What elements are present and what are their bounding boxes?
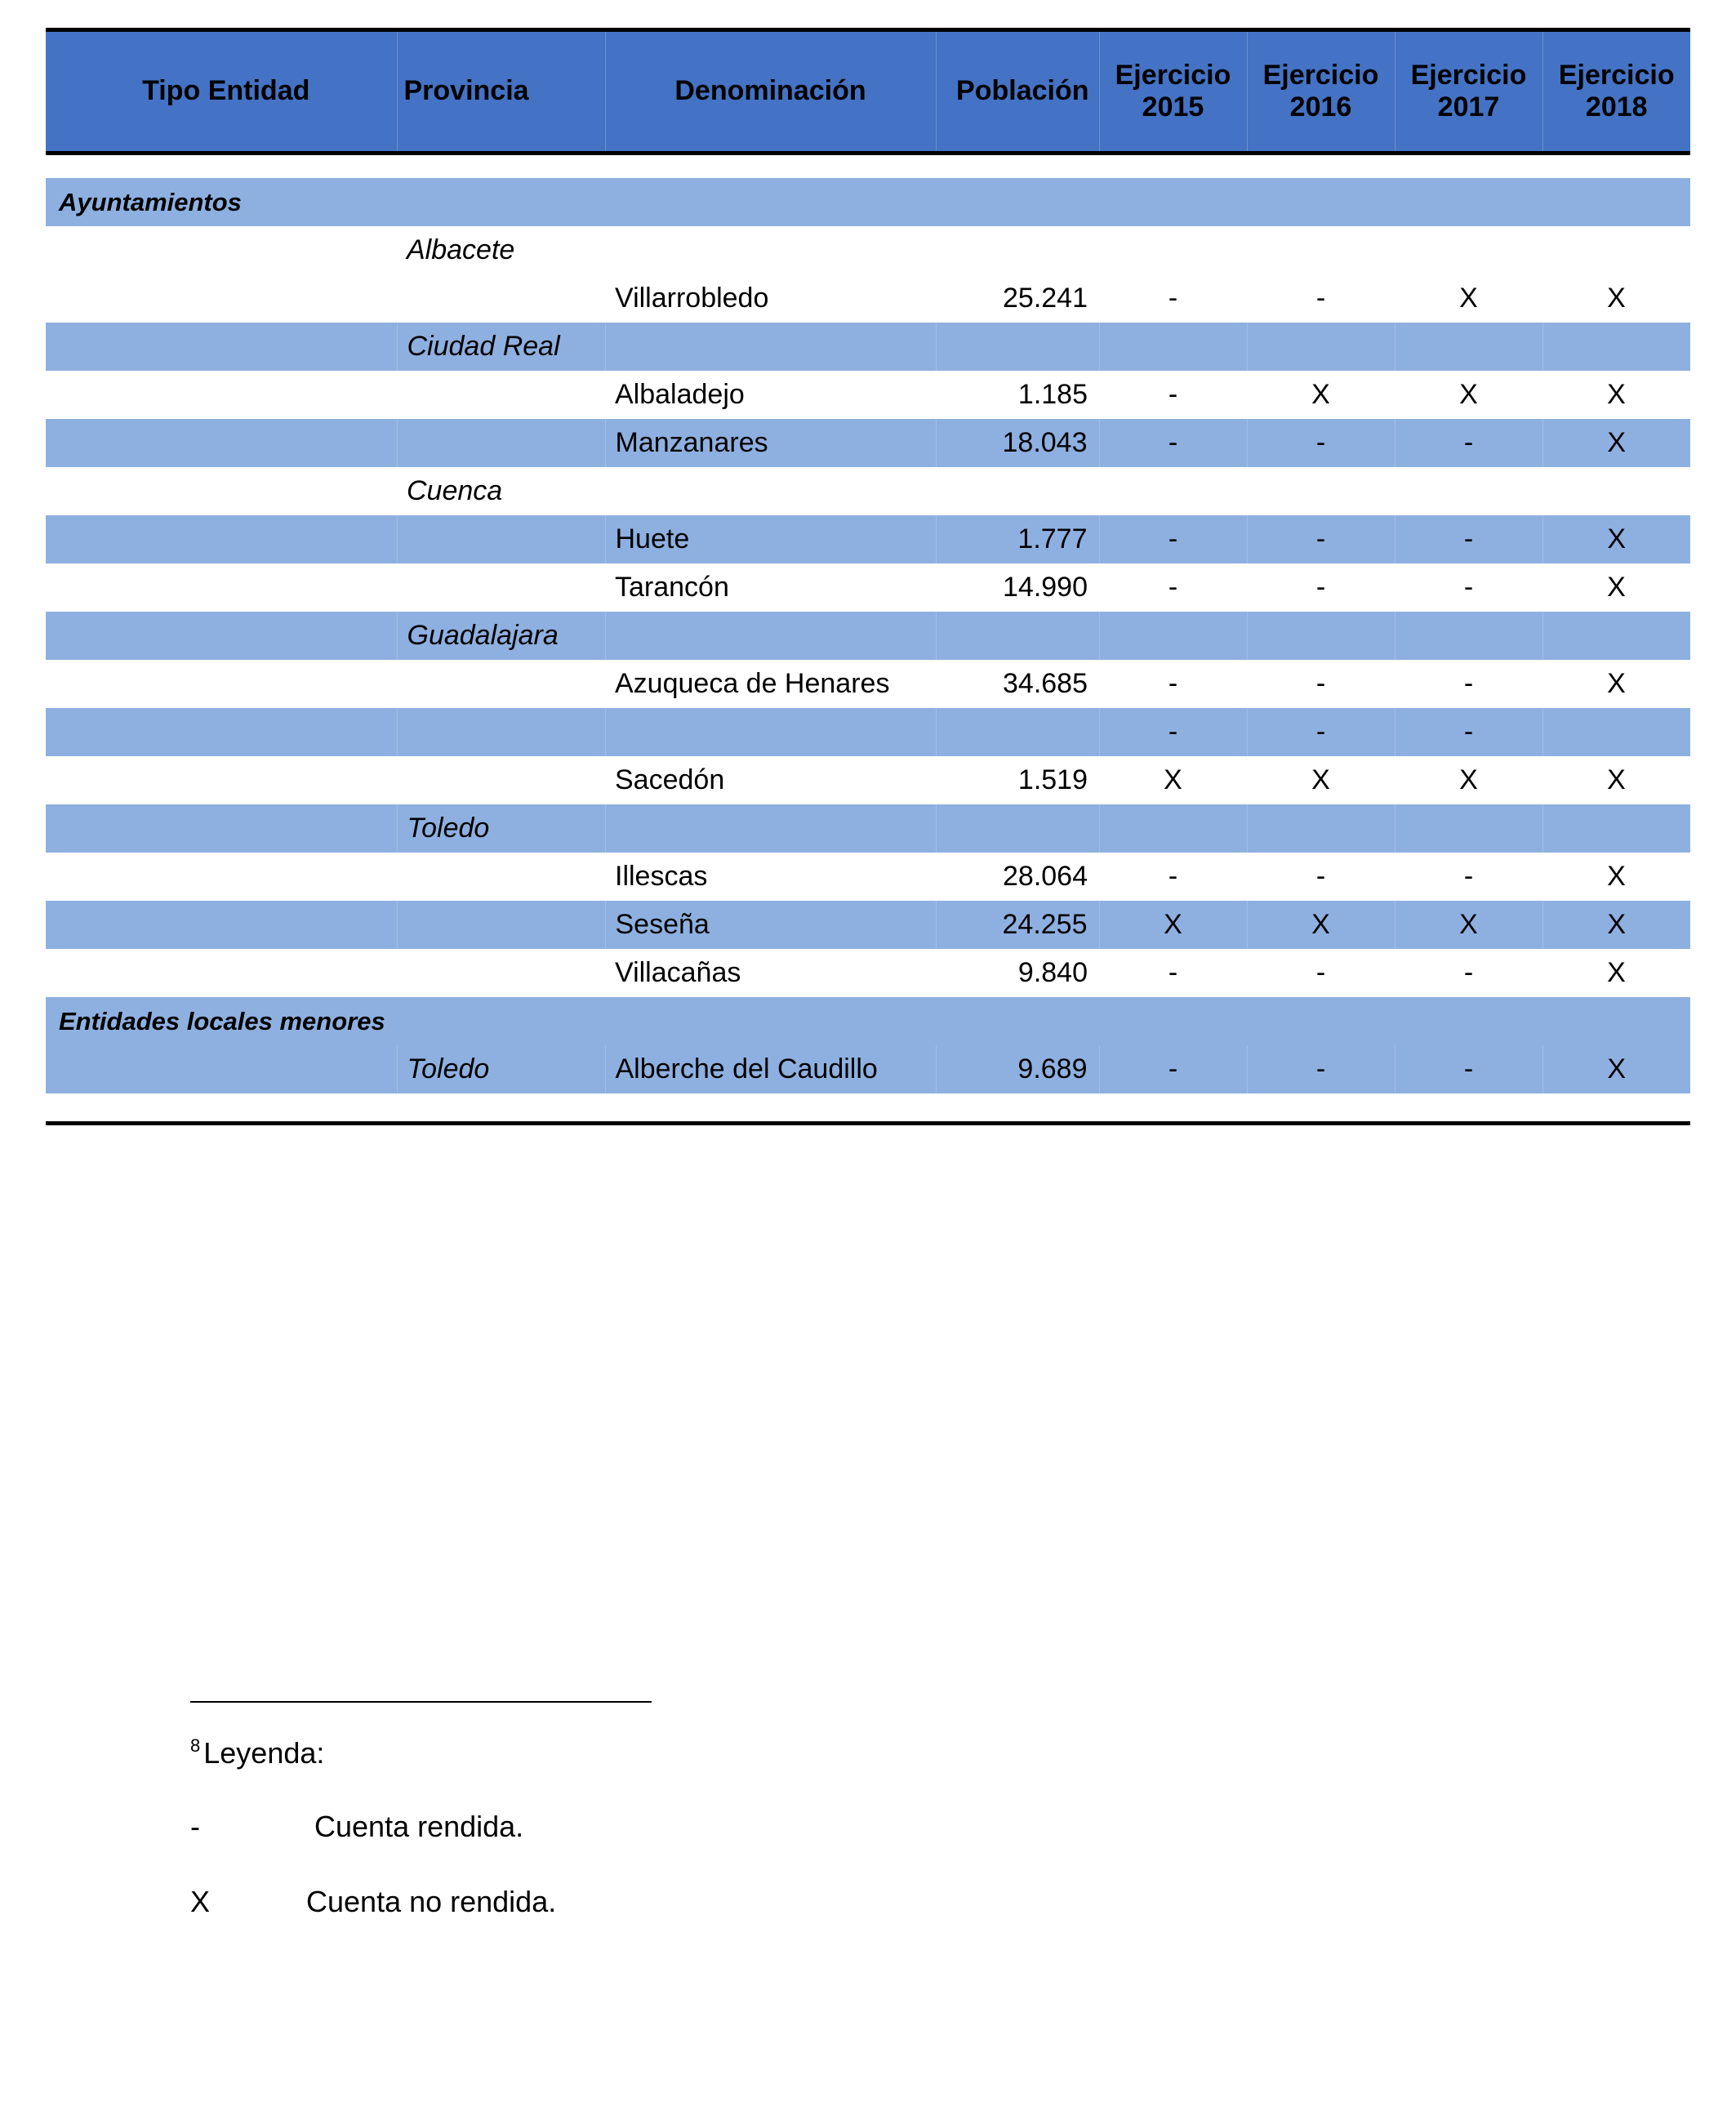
cell-ejercicio-2018: X (1542, 949, 1690, 997)
province-label: Cuenca (397, 467, 605, 515)
cell-ejercicio-2017: X (1395, 274, 1542, 323)
cell-denominacion (605, 708, 936, 756)
table-bottom-rule (46, 1093, 1690, 1124)
legend-symbol: X (190, 1885, 211, 1918)
cell-empty (605, 323, 936, 371)
table-row (46, 901, 1690, 949)
cell-poblacion: 1.519 (936, 756, 1099, 804)
cell-tipo (46, 419, 397, 467)
header-denominacion: Denominación (605, 30, 936, 154)
cell-denominacion: Illescas (605, 853, 936, 901)
cell-poblacion: 9.840 (936, 949, 1099, 997)
cell-ejercicio-2018: X (1542, 371, 1690, 419)
cell-ejercicio-2018: X (1542, 901, 1690, 949)
cell-empty (936, 323, 1099, 371)
cell-ejercicio-2015: - (1099, 708, 1247, 756)
legend-text: Cuenta rendida. (314, 1810, 524, 1843)
cell-empty (1542, 804, 1690, 853)
header-ejercicio-2017: Ejercicio 2017 (1395, 30, 1542, 154)
cell-empty (1247, 612, 1395, 660)
cell-poblacion (936, 708, 1099, 756)
cell-tipo (46, 756, 397, 804)
cell-ejercicio-2017: X (1395, 901, 1542, 949)
cell-denominacion: Albaladejo (605, 371, 936, 419)
cell-ejercicio-2015: X (1099, 756, 1247, 804)
cell-empty (1542, 226, 1690, 274)
entity-type-label: Ayuntamientos (46, 178, 1690, 226)
cell-poblacion: 9.689 (936, 1045, 1099, 1093)
cell-tipo (46, 612, 397, 660)
table-row (46, 1045, 1690, 1093)
cell-poblacion: 14.990 (936, 563, 1099, 612)
cell-ejercicio-2017: - (1395, 660, 1542, 708)
province-label (397, 515, 605, 563)
cell-poblacion: 18.043 (936, 419, 1099, 467)
legend-symbol: - (190, 1810, 200, 1843)
cell-empty (1395, 612, 1542, 660)
cell-ejercicio-2017: - (1395, 419, 1542, 467)
legend-row (190, 1885, 680, 1921)
cell-ejercicio-2016: - (1247, 563, 1395, 612)
cell-tipo (46, 804, 397, 853)
entity-type-label: Entidades locales menores (46, 997, 1690, 1045)
cell-poblacion: 24.255 (936, 901, 1099, 949)
table-row (46, 226, 1690, 274)
cell-empty (936, 612, 1099, 660)
cell-empty (1395, 323, 1542, 371)
cell-tipo (46, 515, 397, 563)
cell-denominacion: Azuqueca de Henares (605, 660, 936, 708)
table-row (46, 467, 1690, 515)
legend-row (190, 1810, 680, 1846)
table-row (46, 371, 1690, 419)
cell-empty (1247, 804, 1395, 853)
province-label: Toledo (397, 1045, 605, 1093)
header-ejercicio-2016: Ejercicio 2016 (1247, 30, 1395, 154)
cell-ejercicio-2018: X (1542, 756, 1690, 804)
table-row (46, 323, 1690, 371)
cell-ejercicio-2016: - (1247, 853, 1395, 901)
table-row (46, 949, 1690, 997)
cell-empty (605, 226, 936, 274)
cell-ejercicio-2017: - (1395, 563, 1542, 612)
province-label (397, 274, 605, 323)
cell-ejercicio-2017: - (1395, 853, 1542, 901)
cell-ejercicio-2018: X (1542, 274, 1690, 323)
province-label: Albacete (397, 226, 605, 274)
cell-ejercicio-2015: - (1099, 419, 1247, 467)
cell-ejercicio-2018: X (1542, 853, 1690, 901)
province-label (397, 660, 605, 708)
cell-ejercicio-2016: - (1247, 660, 1395, 708)
cell-denominacion: Huete (605, 515, 936, 563)
cell-ejercicio-2016: - (1247, 274, 1395, 323)
cell-ejercicio-2017: - (1395, 515, 1542, 563)
table-row (46, 804, 1690, 853)
cell-empty (1099, 226, 1247, 274)
cell-denominacion: Villarrobledo (605, 274, 936, 323)
province-label (397, 419, 605, 467)
cell-empty (605, 612, 936, 660)
cell-ejercicio-2015: - (1099, 1045, 1247, 1093)
cell-empty (1542, 467, 1690, 515)
cell-empty (1542, 323, 1690, 371)
table-row (46, 708, 1690, 756)
table-row (46, 853, 1690, 901)
header-tipo-entidad: Tipo Entidad (46, 30, 397, 154)
cell-empty (1247, 226, 1395, 274)
cell-poblacion: 34.685 (936, 660, 1099, 708)
cell-tipo (46, 708, 397, 756)
cell-tipo (46, 323, 397, 371)
cell-denominacion: Villacañas (605, 949, 936, 997)
province-label: Ciudad Real (397, 323, 605, 371)
table-header-row (46, 30, 1690, 154)
cell-empty (936, 226, 1099, 274)
cell-ejercicio-2015: - (1099, 515, 1247, 563)
cell-ejercicio-2018: X (1542, 660, 1690, 708)
header-provincia: Provincia (397, 30, 605, 154)
cell-ejercicio-2018: X (1542, 1045, 1690, 1093)
province-label (397, 708, 605, 756)
cell-ejercicio-2015: - (1099, 371, 1247, 419)
cell-tipo (46, 371, 397, 419)
cell-ejercicio-2017: - (1395, 1045, 1542, 1093)
cell-ejercicio-2017: - (1395, 708, 1542, 756)
cell-ejercicio-2016: - (1247, 708, 1395, 756)
cell-tipo (46, 226, 397, 274)
cell-ejercicio-2018: X (1542, 419, 1690, 467)
cell-tipo (46, 853, 397, 901)
cell-ejercicio-2016: - (1247, 949, 1395, 997)
province-label (397, 901, 605, 949)
table-body (46, 154, 1690, 1124)
cell-ejercicio-2015: - (1099, 660, 1247, 708)
cell-ejercicio-2018: X (1542, 515, 1690, 563)
table-row (46, 419, 1690, 467)
cell-denominacion: Seseña (605, 901, 936, 949)
cell-empty (936, 467, 1099, 515)
header-poblacion: Población (936, 30, 1099, 154)
table-row (46, 612, 1690, 660)
cell-empty (605, 467, 936, 515)
cell-empty (1395, 226, 1542, 274)
cell-tipo (46, 949, 397, 997)
cell-ejercicio-2016: - (1247, 515, 1395, 563)
cell-poblacion: 1.777 (936, 515, 1099, 563)
cell-tipo (46, 1045, 397, 1093)
cell-denominacion: Tarancón (605, 563, 936, 612)
cell-tipo (46, 274, 397, 323)
province-label (397, 371, 605, 419)
cell-ejercicio-2017: - (1395, 949, 1542, 997)
footnote-title (190, 1735, 324, 1770)
cell-poblacion: 1.185 (936, 371, 1099, 419)
province-label (397, 853, 605, 901)
accounts-table (46, 28, 1690, 1125)
header-ejercicio-2018: Ejercicio 2018 (1542, 30, 1690, 154)
cell-ejercicio-2016: - (1247, 1045, 1395, 1093)
table-row (46, 756, 1690, 804)
cell-denominacion: Alberche del Caudillo (605, 1045, 936, 1093)
table-row (46, 660, 1690, 708)
cell-poblacion: 28.064 (936, 853, 1099, 901)
cell-empty (1395, 804, 1542, 853)
cell-ejercicio-2018 (1542, 708, 1690, 756)
cell-ejercicio-2016: - (1247, 419, 1395, 467)
cell-empty (1247, 323, 1395, 371)
province-label: Toledo (397, 804, 605, 853)
cell-denominacion: Manzanares (605, 419, 936, 467)
cell-empty (1395, 467, 1542, 515)
cell-poblacion: 25.241 (936, 274, 1099, 323)
cell-empty (605, 804, 936, 853)
cell-ejercicio-2016: X (1247, 756, 1395, 804)
footnote-title-text: Leyenda: (203, 1736, 325, 1770)
cell-tipo (46, 467, 397, 515)
cell-ejercicio-2016: X (1247, 371, 1395, 419)
page (46, 28, 1690, 1125)
cell-empty (1542, 612, 1690, 660)
table-row (46, 515, 1690, 563)
table-row (46, 563, 1690, 612)
table-row (46, 274, 1690, 323)
cell-empty (1099, 467, 1247, 515)
cell-empty (1099, 804, 1247, 853)
cell-ejercicio-2015: - (1099, 949, 1247, 997)
footnote-separator (190, 1701, 652, 1703)
cell-empty (1247, 467, 1395, 515)
legend-text: Cuenta no rendida. (306, 1885, 557, 1918)
cell-empty (936, 804, 1099, 853)
province-label (397, 563, 605, 612)
cell-empty (1099, 612, 1247, 660)
cell-empty (1099, 323, 1247, 371)
province-label: Guadalajara (397, 612, 605, 660)
table-row (46, 178, 1690, 226)
footnote-number: 8 (190, 1735, 201, 1756)
table-row (46, 997, 1690, 1045)
province-label (397, 949, 605, 997)
cell-ejercicio-2015: X (1099, 901, 1247, 949)
header-ejercicio-2015: Ejercicio 2015 (1099, 30, 1247, 154)
cell-ejercicio-2017: X (1395, 756, 1542, 804)
cell-ejercicio-2016: X (1247, 901, 1395, 949)
cell-ejercicio-2018: X (1542, 563, 1690, 612)
cell-ejercicio-2015: - (1099, 563, 1247, 612)
province-label (397, 756, 605, 804)
cell-ejercicio-2015: - (1099, 853, 1247, 901)
cell-tipo (46, 660, 397, 708)
cell-tipo (46, 563, 397, 612)
cell-ejercicio-2017: X (1395, 371, 1542, 419)
cell-tipo (46, 901, 397, 949)
cell-ejercicio-2015: - (1099, 274, 1247, 323)
cell-denominacion: Sacedón (605, 756, 936, 804)
